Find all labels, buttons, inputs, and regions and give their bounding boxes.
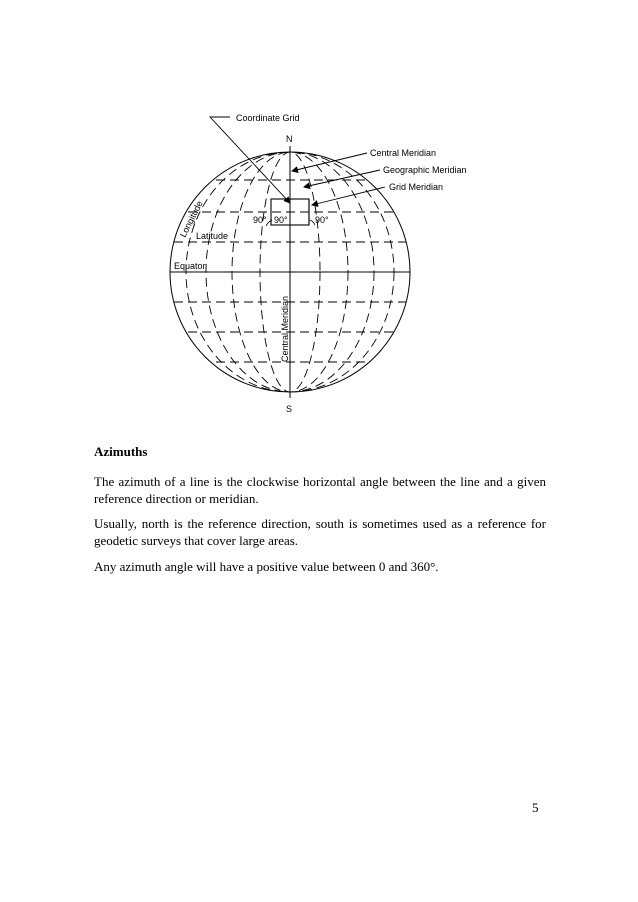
latitude-label: Latitude bbox=[196, 231, 229, 241]
angle-label-3: 90° bbox=[315, 215, 329, 225]
paragraph-reference-direction: Usually, north is the reference direction, south is sometimes used as a reference for geodetic surveys that cover large areas. bbox=[94, 516, 546, 548]
central-meridian-vertical-label: Central Meridian bbox=[280, 295, 290, 362]
equator-label: Equator bbox=[174, 261, 206, 271]
geographic-meridian-leader bbox=[304, 170, 380, 187]
grid-meridian-label: Grid Meridian bbox=[389, 182, 444, 192]
coordinate-grid-leader bbox=[210, 117, 290, 203]
grid-meridian-leader bbox=[312, 187, 385, 205]
section-heading: Azimuths bbox=[94, 444, 148, 459]
south-label: S bbox=[286, 404, 293, 414]
angle-label-2: 90° bbox=[274, 215, 288, 225]
north-label: N bbox=[286, 134, 293, 144]
longitude-label: Longitude bbox=[177, 199, 205, 239]
coordinate-grid-label: Coordinate Grid bbox=[236, 113, 300, 123]
page-number: 5 bbox=[532, 800, 539, 815]
globe-coordinate-grid-figure bbox=[0, 0, 638, 430]
angle-label-1: 90° bbox=[253, 215, 267, 225]
paragraph-azimuth-definition: The azimuth of a line is the clockwise horizontal angle between the line and a given reference direction or meridian. bbox=[94, 474, 546, 506]
geographic-meridian-label: Geographic Meridian bbox=[383, 165, 467, 175]
central-meridian-leader bbox=[292, 153, 367, 171]
central-meridian-top-label: Central Meridian bbox=[370, 148, 437, 158]
paragraph-azimuth-range: Any azimuth angle will have a positive value between 0 and 360°. bbox=[94, 559, 439, 574]
